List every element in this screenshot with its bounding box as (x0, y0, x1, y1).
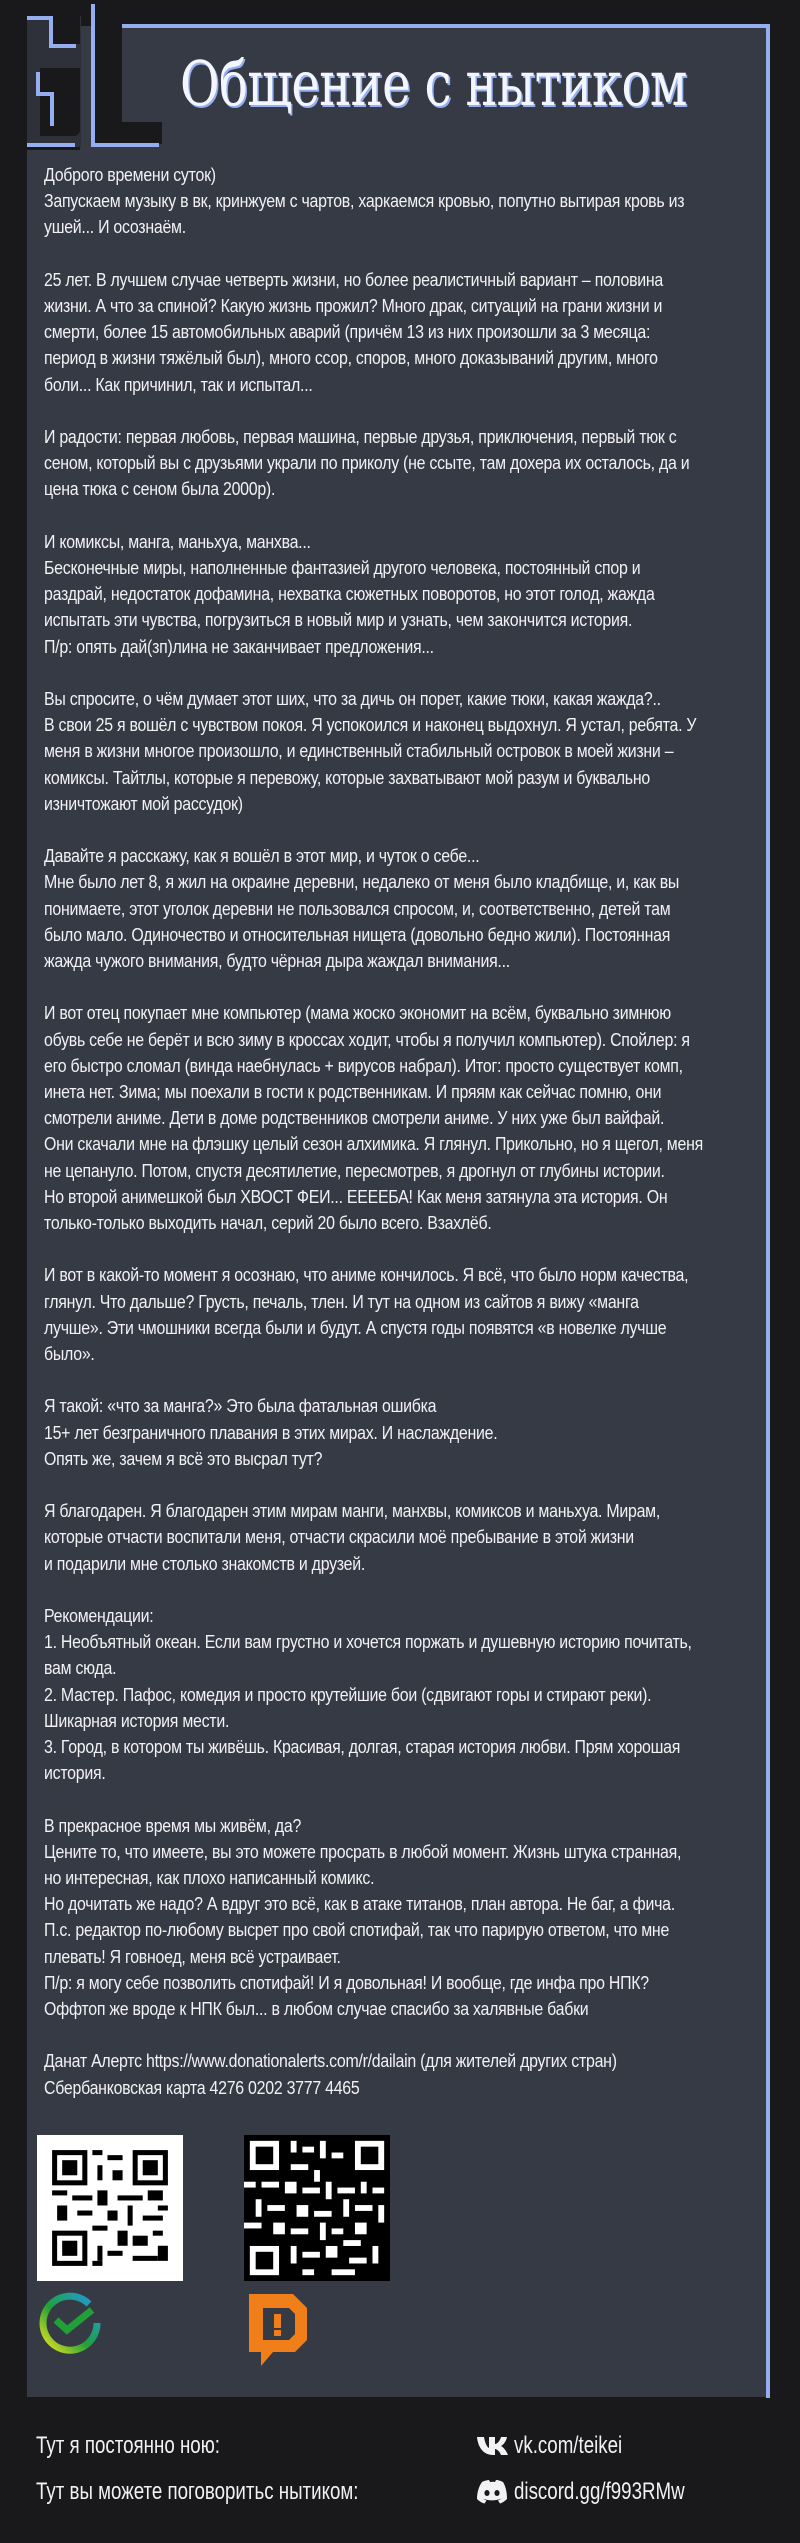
text-line: период в жизни тяжёлый был), много ссор, споров, много доказываний другим, много (44, 347, 658, 369)
paragraph (44, 267, 764, 398)
text-line: история. (44, 1762, 106, 1784)
text-line: боли... Как причинил, так и испытал... (44, 373, 313, 395)
text-line: понимаете, этот уголок деревни не пользовался спросом, и, соответственно, детей там (44, 897, 671, 919)
paragraph (44, 1000, 764, 1236)
text-line: ушей... И осознаём. (44, 216, 186, 238)
text-line: Запускаем музыку в вк, кринжуем с чартов, харкаемся кровью, попутно вытирая кровь из (44, 190, 685, 212)
footer-discord-row (36, 2478, 776, 2518)
text-line: П/р: я могу себе позволить спотифай! И я довольная! И вообще, где инфа про НПК? (44, 1971, 649, 1993)
text-line: В прекрасное время мы живём, да? (44, 1814, 302, 1836)
text-line: было мало. Одиночество и относительная нищета (довольно бедно жили). Постоянная (44, 923, 671, 945)
text-line: 15+ лет безграничного плавания в этих мирах. И наслаждение. (44, 1421, 498, 1443)
text-line: Они скачали мне на флэшку целый сезон алхимика. Я глянул. Прикольно, но я щегол, меня (44, 1133, 703, 1155)
text-line: Я благодарен. Я благодарен этим мирам манги, манхвы, комиксов и маньхуа. Мирам, (44, 1500, 661, 1522)
text-line: не цепануло. Потом, спустя десятилетие, пересмотрев, я дрогнул от глубины истории. (44, 1159, 665, 1181)
page-title: Общение с нытиком (180, 47, 687, 120)
text-line: обувь себе не берёт и всю зиму в кроссах ходит, чтобы я получил компьютер). Спойлер: я (44, 1028, 690, 1050)
paragraph (44, 1498, 764, 1577)
text-line: Я такой: «что за манга?» Это была фатальная ошибка (44, 1395, 437, 1417)
text-line: Рекомендации: (44, 1605, 154, 1627)
text-line: сеном, который вы с друзьями украли по приколу (не ссыте, там дохера их осталось, да и (44, 452, 690, 474)
text-line: но интересная, как плохо написанный комикс. (44, 1867, 375, 1889)
text-line: И вот отец покупает мне компьютер (мама жоско экономит на всём, буквально зимнюю (44, 1002, 671, 1024)
panel-border-right (766, 24, 770, 2398)
paragraph (44, 1393, 764, 1472)
article-body (44, 162, 764, 2127)
text-line: И радости: первая любовь, первая машина, первые друзья, приключения, первый тюк с (44, 426, 677, 447)
paragraph (44, 1813, 764, 2023)
donationalerts-logo-icon (245, 2290, 311, 2370)
text-line: меня в жизни многое произошло, и единственный стабильный островок в моей жизни – (44, 740, 674, 762)
text-line: 3. Город, в котором ты живёшь. Красивая, долгая, старая история любви. Прям хорошая (44, 1736, 681, 1758)
text-line: П.с. редактор по-любому высрет про свой спотифай, так что парирую ответом, что мне (44, 1919, 670, 1941)
text-line: инета нет. Зима; мы поехали в гости к родственникам. И пряям как сейчас помню, они (44, 1081, 662, 1103)
text-line: И вот в какой-то момент я осознаю, что аниме кончилось. Я всё, что было норм качества, (44, 1264, 689, 1286)
text-line: плевать! Я говноед, меня всё устраивает. (44, 1945, 341, 1967)
text-line: смерти, более 15 автомобильных аварий (причём 13 из них произошли за 3 месяца: (44, 321, 651, 343)
text-line: раздрай, недостаток дофамина, нехватка сюжетных поворотов, но этот голод, жажда (44, 583, 655, 605)
text-line: И комиксы, манга, маньхуа, манхва... (44, 530, 311, 552)
text-line: жажда чужого внимания, будто чёрная дыра жаждал внимания... (44, 950, 510, 972)
footer (0, 2398, 800, 2543)
donationalerts-qr-code[interactable] (244, 2135, 390, 2281)
text-line: Шикарная история мести. (44, 1709, 230, 1731)
paragraph (44, 424, 764, 503)
text-line: только-только выходить начал, серий 20 было всего. Взахлёб. (44, 1212, 492, 1234)
sberbank-logo-icon (37, 2290, 103, 2356)
text-line: Цените то, что имеете, вы это можете просрать в любой момент. Жизнь штука странная, (44, 1840, 682, 1862)
text-line: Бесконечные миры, наполненные фантазией другого человека, постоянный спор и (44, 557, 641, 578)
vk-icon (476, 2433, 508, 2459)
panel-border-top (122, 24, 770, 28)
paragraph (44, 2048, 764, 2100)
text-line: 1. Необъятный океан. Если вам грустно и хочется поржать и душевную историю почитать, (44, 1631, 692, 1653)
vk-link[interactable]: vk.com/teikei (476, 2432, 653, 2460)
text-line: Мне было лет 8, я жил на окраине деревни, недалеко от меня было кладбище, и, как вы (44, 871, 680, 893)
text-line: Опять же, зачем я всё это высрал тут? (44, 1447, 323, 1469)
paragraph (44, 529, 764, 660)
text-line: Но дочитать же надо? А вдруг это всё, как в атаке титанов, план автора. Не баг, а фича. (44, 1893, 675, 1915)
text-line: его быстро сломал (винда наебнулась + вирусов набрал). Итог: просто существует комп, (44, 1054, 683, 1076)
paragraph (44, 1262, 764, 1367)
paragraph (44, 162, 764, 241)
text-line: Давайте я расскажу, как я вошёл в этот мир, и чуток о себе... (44, 845, 480, 867)
text-line: изничтожают мой рассудок) (44, 792, 243, 814)
vk-label: Тут я постоянно ною: (36, 2432, 220, 2459)
text-line: Оффтоп же вроде к НПК был... в любом случае спасибо за халявные бабки (44, 1998, 589, 2020)
text-line: жизни. А что за спиной? Какую жизнь прожил? Много драк, ситуаций на грани жизни и (44, 295, 663, 316)
discord-link[interactable]: discord.gg/f993RMw (476, 2478, 733, 2506)
paragraph (44, 843, 764, 974)
text-line: В свои 25 я вошёл с чувством покоя. Я успокоился и наконец выдохнул. Я устал, ребята. У (44, 714, 697, 736)
footer-vk-row (36, 2432, 776, 2472)
paragraph (44, 1603, 764, 1786)
text-line: и подарили мне столько знакомств и друзей. (44, 1552, 366, 1574)
text-line: Доброго времени суток) (44, 164, 216, 185)
text-line: П/р: опять дай(зп)лина не заканчивает предложения... (44, 635, 434, 657)
text-line: 25 лет. В лучшем случае четверть жизни, но более реалистичный вариант – половина (44, 268, 664, 290)
text-line: Сбербанковская карта 4276 0202 3777 4465 (44, 2076, 360, 2098)
text-line: Вы спросите, о чём думает этот ших, что за дичь он порет, какие тюки, какая жажда?.. (44, 688, 661, 709)
text-line: которые отчасти воспитали меня, отчасти скрасили моё пребывание в этой жизни (44, 1526, 634, 1548)
text-line: вам сюда. (44, 1657, 117, 1679)
paragraph (44, 686, 764, 817)
discord-icon (476, 2479, 508, 2505)
sber-qr-code[interactable] (37, 2135, 183, 2281)
text-line: цена тюка с сеном была 2000р). (44, 478, 276, 500)
text-line: Данат Алертс https://www.donationalerts.com/r/dailain (для жителей других стран) (44, 2050, 617, 2072)
text-line: смотрели аниме. Дети в доме родственников смотрели аниме. У них уже был вайфай. (44, 1107, 665, 1129)
text-line: глянул. Что дальше? Грусть, печаль, тлен. И тут на одном из сайтов я вижу «манга (44, 1290, 639, 1312)
text-line: испытать эти чувства, погрузиться в новый мир и узнать, чем закончится история. (44, 609, 633, 631)
text-line: лучше». Эти чмошники всегда были и будут. А спустя годы появятся «в новелке лучше (44, 1316, 667, 1338)
discord-label: Тут вы можете поговоритьс нытиком: (36, 2478, 359, 2505)
text-line: Но второй анимешкой был ХВОСТ ФЕИ... ЕЕЕЕБА! Как меня затянула эта история. Он (44, 1185, 668, 1207)
text-line: комиксы. Тайтлы, которые я перевожу, которые захватывают мой разум и буквально (44, 766, 650, 788)
gl-logo (0, 0, 170, 160)
text-line: 2. Мастер. Пафос, комедия и просто крутейшие бои (сдвигают горы и стирают реки). (44, 1683, 652, 1705)
text-line: было». (44, 1343, 95, 1365)
